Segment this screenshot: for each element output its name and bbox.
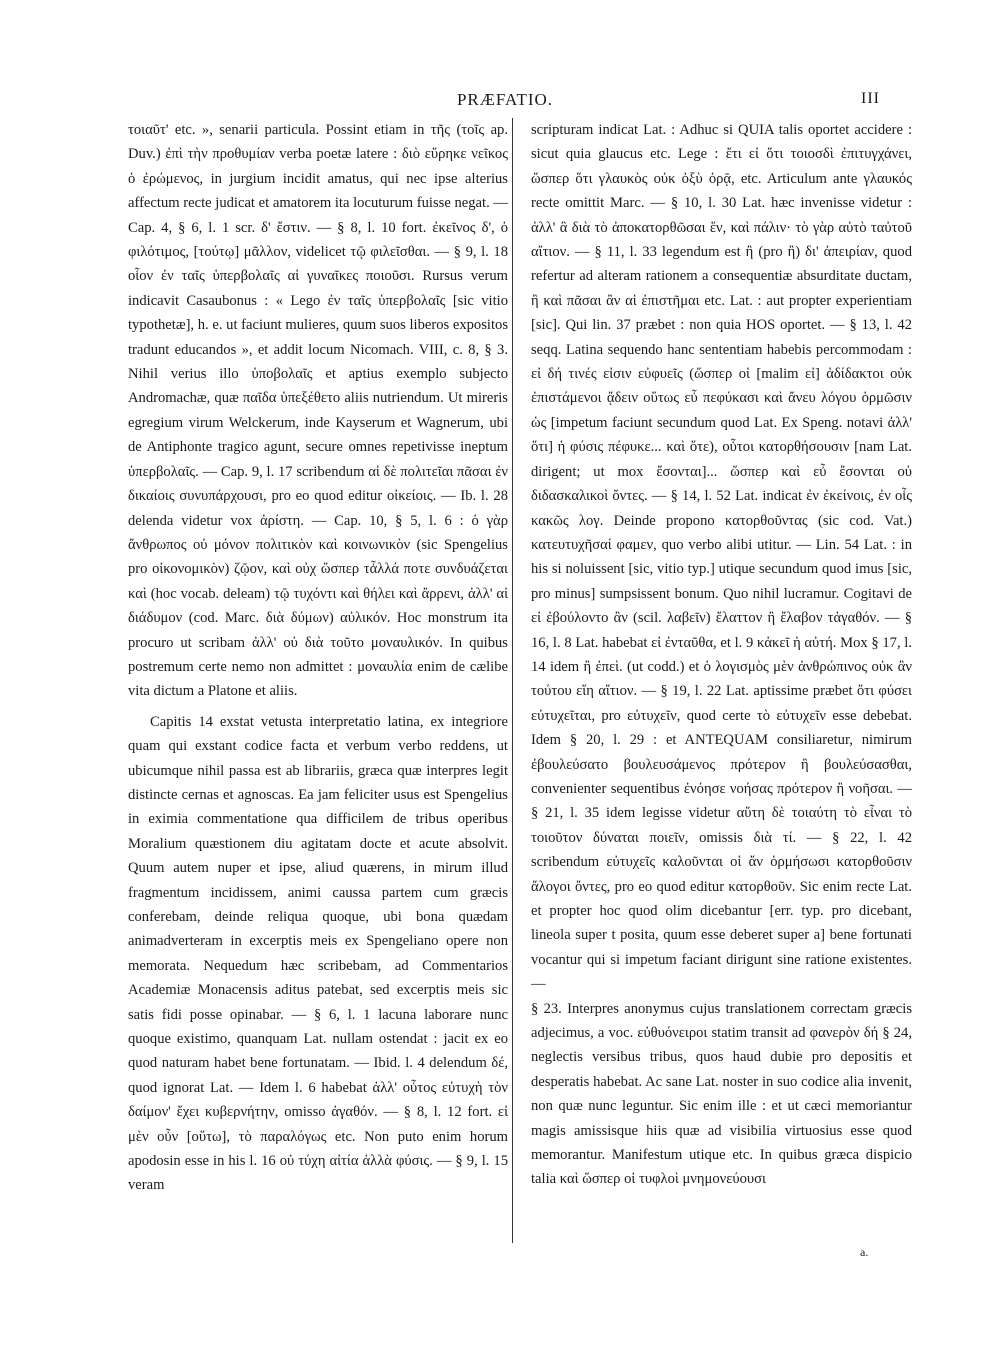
page-number: III — [861, 90, 880, 107]
left-paragraph-2: Capitis 14 exstat vetusta interpretatio latina, ex integriore quam qui exstant codice facta et verbum verbo reddens, ut ubicumque nihil passa est ab librariis, græca quæ interpres legit distincte cernas et agnoscas. Ea jam feliciter usus est Spengelius in eximia commentatione qua difficilem de tribus operibus Moralium quæstionem diu agitatam docte et acute absolvit. Quum autem nuper et ipse, aliud quærens, in mirum illud fragmentum incidissem, animi caussa partem cum græcis conferebam, deinde reliqua quoque, ubi bona quædam animadverteram in excerptis meis ex Spengeliano opere non memorata. Nequedum hæc scribebam, ad Commentarios Academiæ Monacensis aditus patebat, sed excerptis meis sic satis fidi posse opinabar. — § 6, l. 1 lacuna laborare nunc quoque existimo, quanquam Lat. nullam ostendat : jacit ex eo quod naturam habet bene fortunatam. — Ibid. l. 4 delendum δέ, quod ignorat Lat. — Idem l. 6 habebat ἀλλ' οὗτος εὐτυχὴ τὸν δαίμον' ἔχει κυβερνήτην, omisso ἀγαθόν. — § 8, l. 12 fort. εἰ μὲν οὖν [οὕτω], τὸ παραλόγως etc. Non puto enim horum apodosin esse in his l. 16 οὐ τύχη αἰτία ἀλλὰ φύσις. — § 9, l. 15 veram — [128, 713, 508, 1194]
column-divider — [512, 118, 513, 1243]
signature-mark: a. — [860, 1245, 869, 1259]
left-column — [128, 118, 508, 1198]
right-column — [531, 118, 912, 1192]
page-header — [130, 90, 880, 114]
right-paragraph-1: scripturam indicat Lat. : Adhuc si QUIA talis oportet accidere : sicut quia glaucus etc. Lege : ἔτι εἰ ὅτι τοιοσδὶ ἐπιτυγχάνει, ὥσπερ ὅτι γλαυκὸς οὐκ ὀξὺ ὁρᾷ, etc. Articulum ante γλαυκός recte omittit Marc. — § 10, l. 30 Lat. hæc invenisse videtur : ἀλλ' ἃ διὰ τὸ ἀποκατορθῶσαι ἕν, καὶ πάλιν· τὸ γὰρ αὐτὸ ταὐτοῦ αἴτιον. — § 11, l. 33 legendum est ἢ (pro ἢ) δι' ἀπειρίαν, quod refertur ad alteram rationem a consequentiæ absurditate ductam, ἢ καὶ πᾶσαι ἂν αἱ ἐπιστῆμαι etc. Lat. : aut propter experientiam [sic]. Qui lin. 37 præbet : non quia HOS oportet. — § 13, l. 42 seqq. Latina sequendo hanc sententiam habebis percommodam : εἰ δή τινές εἰσιν εὐφυεῖς (ὥσπερ οἱ [malim εἰ] ἀδίδακτοι οὐκ ἐπιστάμενοι ᾄδειν οὕτως εὖ πεφύκασι καὶ ἄνευ λόγου ὁρμῶσιν ὡς [impetum faciunt secundum quod Lat. Ex Speng. notavi ἀλλ' ὅτι] ἡ φύσις πέφυκε... καὶ ὅτε), οὗτοι κατορθήσουσιν [nam Lat. dirigent; ut mox ἔσονται]... ὥσπερ καὶ εὖ ἔσονται οὐ διδασκαλικοὶ ὄντες. — § 14, l. 52 Lat. indicat ἐν ἐκείνοις, ἐν οἷς κακῶς λογ. Deinde propono κατορθοῦντας (sic cod. Vat.) κατευτυχῆσαί φαμεν, quo verbo alibi utitur. — Lin. 54 Lat. : in his si noluissent [sic, vitio typ.] utique secundum quod imus [sic, pro minus] sumpsissent bonum. Quo nihil lucramur. Cogitavi de εἰ ἐβούλοντο ἂν (scil. λαβεῖν) ἔλαττον ἢ ἔλαβον τἀγαθόν. — § 16, l. 8 Lat. habebat εἰ ἐνταῦθα, et l. 9 κἀκεῖ ἡ αὐτή. Mox § 17, l. 14 idem ἢ ἐπεὶ. (ut codd.) et ὁ λογισμὸς μὲν ἀνθρώπινος οὐκ ἂν τούτου εἴη αἴτιον. — § 19, l. 22 Lat. aptissime præbet ὅτι φύσει εὐτυχεῖται, pro εὐτυχεῖν, quod certe τὸ εὐτυχεῖν esse debebat. Idem § 20, l. 29 : et ANTEQUAM consiliaretur, nimirum ἐβουλεύσατο βουλευσάμενος πρότερον ἢ βουλεύσασθαι, convenienter sequentibus ἐνόησε νοήσας πρότερον ἢ νοῆσαι. — § 21, l. 35 idem legisse videtur αὕτη δὲ τοιαύτη τὸ εἶναι τὸ τοιοῦτον δύναται ποιεῖν, omissis διὰ τί. — § 22, l. 42 scribendum εὐτυχεῖς καλοῦνται οἱ ἄν ὁρμήσωσι κατορθοῦσιν ἄλογοι ὄντες, pro eo quod editur κατορθοῦν. Sic enim recte Lat. et propter hoc quod olim dicebantur [err. typ. pro dicebant, lineola super t posita, quum esse deberet super a] bene fortunati vocantur qui si impetum faciant dirigunt sine ratione existentes. — — [531, 122, 912, 993]
running-title: PRÆFATIO. — [456, 90, 554, 109]
right-paragraph-2: § 23. Interpres anonymus cujus translationem correctam græcis adjecimus, a voc. εὐθυόνειροι statim transit ad φανερὸν δή § 24, neglectis versibus tribus, quos haud dubie pro depositis et desperatis habebat. Ac sane Lat. noster in suo codice alia invenit, non quæ nunc leguntur. Sic enim ille : et ut cæci memoriantur magis amissisque hiis quæ ad visibilia virtuosius esse quod memorantur. Manifestum utique etc. In quibus græca dispicio talia καὶ ὥσπερ οἱ τυφλοὶ μνημονεύουσι — [531, 1000, 912, 1188]
left-paragraph-1: τοιαῦτ' etc. », senarii particula. Possint etiam in τῆς (τοῖς ap. Duv.) ἐπὶ τὴν προθυμίαν verba poetæ latere : διὸ εὕρηκε νεῖκος ὁ ἐρώμενος, in jurgium incidit amatus, qui nec ipse alterius affectum recte judicat et amatorem ita locuturum fuisse negat. — Cap. 4, § 6, l. 1 scr. δ' ἔστιν. — § 8, l. 10 fort. ἐκεῖνος δ', ὁ φιλότιμος, [τούτῳ] μᾶλλον, videlicet τῷ φιλεῖσθαι. — § 9, l. 18 οἷον ἐν ταῖς ὑπερβολαῖς αἱ γυναῖκες ποιοῦσι. Rursus verum indicavit Casaubonus : « Lego ἐν ταῖς ὑπερβολαῖς [sic vitio typothetæ], h. e. ut faciunt mulieres, quum suos liberos expositos tradunt educandos », et addit locum Nicomach. VIII, c. 8, § 3. Nihil verius illo ὑποβολαῖς et aptius exemplo subjecto Andromachæ, quæ παῖδα ὑπεξέθετο aliis nutriendum. Ut mireris egregium virum Welckerum, inde Kayserum et Wagnerum, ubi de Antiphonte tragico agunt, secure omnes repetivisse ineptum ὑπερβολαῖς. — Cap. 9, l. 17 scribendum αἱ δὲ πολιτεῖαι πᾶσαι ἐν δικαίοις συνυπάρχουσι, pro eo quod editur οἰκείοις. — Ib. l. 28 delenda videtur vox ἀρίστη. — Cap. 10, § 5, l. 6 : ὁ γὰρ ἄνθρωπος οὐ μόνον πολιτικὸν καὶ κοινωνικὸν (sic Spengelius pro οἰκονομικὸν) ζῷον, καὶ οὐχ ὥσπερ τἆλλά ποτε συνδυάζεται καὶ (hoc vocab. deleam) τῷ τυχόντι καὶ θήλει καὶ ἄρρενι, ἀλλ' αἱ διάδυμον (cod. Marc. διὰ δύμων) αὐλικόν. Hoc monstrum ita procuro ut scribam ἀλλ' οὐ διὰ τοῦτο μοναυλικόν. In quibus postremum certe nemo non admittet : μοναυλία enim de cælibe vita dictum a Platone et aliis. — [128, 122, 508, 700]
